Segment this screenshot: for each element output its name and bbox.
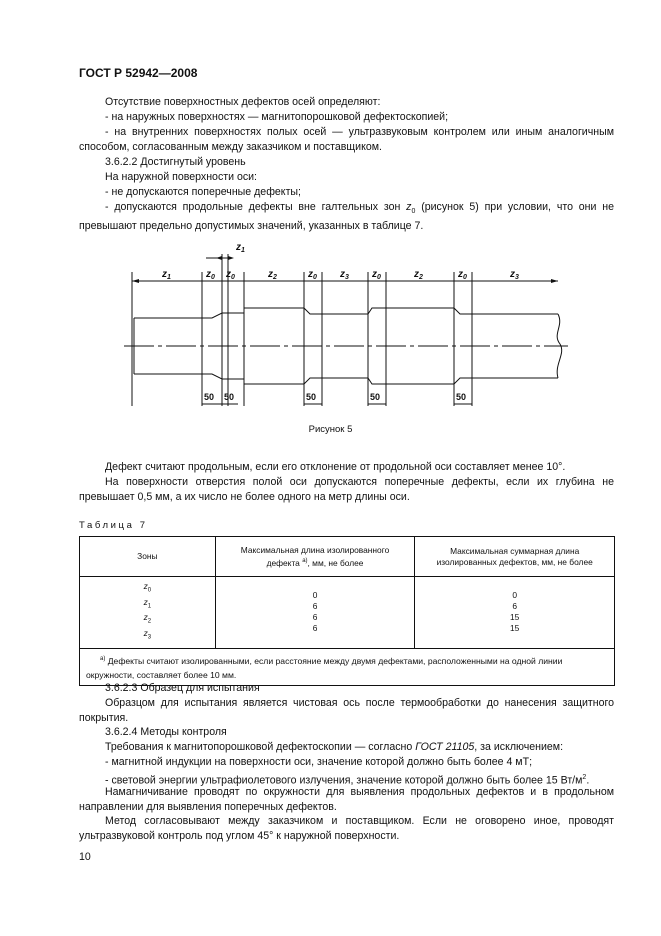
- label-z0: $z_0$: [458, 269, 467, 281]
- paragraph: На поверхности отверстия полой оси допускаются поперечные дефекты, если их глубина не превышает 0,5 мм, а их число не более одного на метр длины оси.: [79, 476, 614, 504]
- table-cell-sums: 0 6 15 15: [415, 577, 615, 649]
- label-z3: $z_3$: [510, 269, 519, 281]
- header-zones: Зоны: [80, 537, 216, 577]
- document-header: ГОСТ Р 52942—2008: [79, 66, 198, 80]
- dim-50: 50: [224, 392, 235, 402]
- paragraph: На наружной поверхности оси:: [105, 171, 258, 183]
- section-heading: 3.6.2.2 Достигнутый уровень: [105, 156, 246, 168]
- axle-drawing: [120, 236, 580, 416]
- list-item: - не допускаются поперечные дефекты;: [105, 186, 301, 198]
- paragraph: Требования к магнитопорошковой дефектоскопии — согласно ГОСТ 21105, за исключением:: [105, 741, 564, 753]
- section-heading: 3.6.2.4 Методы контроля: [105, 726, 227, 738]
- paragraph: Дефект считают продольным, если его отклонение от продольной оси составляет менее 10°.: [105, 461, 566, 473]
- list-item: - на наружных поверхностях — магнитопорошковой дефектоскопией;: [105, 111, 449, 123]
- table-note: $^{а)}$ Дефекты считают изолированными, если расстояние между двумя дефектами, расположенными на одной линии окружности, составляет более 10 мм.: [80, 648, 615, 685]
- figure-caption: Рисунок 5: [308, 424, 353, 435]
- list-item: - на внутренних поверхностях полых осей — ультразвуковым контролем или иным аналогичным способом, согласованным между заказчиком и поставщиком.: [79, 126, 614, 154]
- defects-table: [79, 536, 615, 686]
- label-z3: $z_3$: [340, 269, 349, 281]
- label-z0: $z_0$: [372, 269, 381, 281]
- page-number: 10: [79, 851, 91, 863]
- label-z0: $z_0$: [206, 269, 215, 281]
- label-z0: $z_0$: [226, 269, 235, 281]
- header-max-length: Максимальная длина изолированного дефекта $^{а)}$, мм, не более: [215, 537, 415, 577]
- table-label: Таблица 7: [79, 520, 148, 531]
- dim-50: 50: [204, 392, 215, 402]
- label-z1: $z_1$: [162, 269, 171, 281]
- dim-50: 50: [370, 392, 381, 402]
- label-z1-small: $z_1$: [236, 242, 245, 254]
- list-item: - магнитной индукции на поверхности оси, значение которой должно быть более 4 мТ;: [105, 756, 533, 768]
- paragraph: Образцом для испытания является чистовая ось после термообработки до нанесения защитного покрытия.: [79, 697, 614, 725]
- list-item: - световой энергии ультрафиолетового излучения, значение которой должно быть более 15 $Вт/м^2$.: [105, 774, 590, 787]
- table-cell-zones: $z_0$ $z_1$ $z_2$ $z_3$: [80, 577, 216, 649]
- header-max-sum: Максимальная суммарная длина изолированных дефектов, мм, не более: [415, 537, 615, 577]
- dim-50: 50: [306, 392, 317, 402]
- dim-50: 50: [456, 392, 467, 402]
- label-z2: $z_2$: [268, 269, 277, 281]
- paragraph: Метод согласовывают между заказчиком и поставщиком. Если не оговорено иное, проводят ультразвуковой контроль под углом 45° к наружной поверхности.: [79, 815, 614, 843]
- gost-reference: ГОСТ 21105: [415, 741, 475, 753]
- section-heading: 3.6.2.3 Образец для испытания: [105, 682, 260, 694]
- list-item: - допускаются продольные дефекты вне галтельных зон $z_0$ (рисунок 5) при условии, что они не превышают предельно допустимых значений, указанных в таблице 7.: [79, 201, 614, 233]
- table-cell-lengths: 0 6 6 6: [215, 577, 415, 649]
- label-z0: $z_0$: [308, 269, 317, 281]
- label-z2: $z_2$: [414, 269, 423, 281]
- paragraph: Намагничивание проводят по окружности для выявления продольных дефектов и в продольном направлении для выявления поперечных дефектов.: [79, 786, 614, 814]
- paragraph: Отсутствие поверхностных дефектов осей определяют:: [105, 96, 381, 108]
